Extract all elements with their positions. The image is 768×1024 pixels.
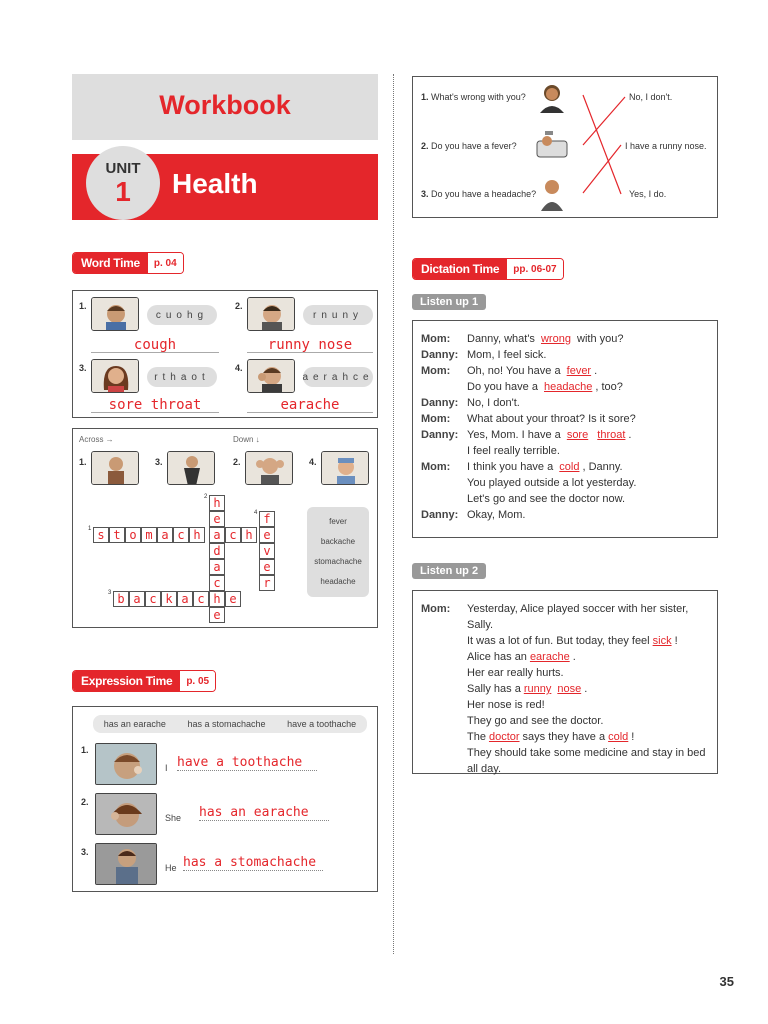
match-answer-1: No, I don't. — [629, 92, 673, 102]
crossword-cell: h — [209, 591, 225, 607]
scramble-2: rnuny — [303, 305, 373, 325]
word-time-tag — [72, 252, 184, 274]
matching-panel — [412, 76, 718, 218]
dictation-answer: fever — [566, 365, 592, 377]
expression-answer-3: has a stomachache — [183, 855, 323, 871]
photo-boy-earache — [247, 359, 295, 393]
dialogue-text: Yes, Mom. I have a sore throat . — [467, 429, 632, 441]
speaker — [421, 491, 467, 507]
word-answer-1: cough — [133, 337, 177, 353]
dialogue-line — [421, 459, 709, 475]
speaker — [421, 475, 467, 491]
dialogue-text: You played outside a lot yesterday. — [467, 477, 637, 489]
expression-number: 2. — [81, 797, 89, 807]
clue-number: 2. — [233, 457, 241, 467]
photo-girl-sore-throat — [91, 359, 139, 393]
column-divider — [393, 74, 394, 954]
expression-option: has a stomachache — [187, 719, 266, 729]
crossword-panel — [72, 428, 378, 628]
crossword-cell: k — [161, 591, 177, 607]
word-time-page: p. 04 — [148, 253, 183, 273]
scramble-3: rthaot — [147, 367, 217, 387]
narrative-line: They go and see the doctor. — [467, 715, 604, 727]
listen-up-1-label: Listen up 1 — [412, 294, 486, 310]
word-item-number: 1. — [79, 301, 87, 311]
unit-title: Health — [172, 168, 258, 199]
expression-subject: He — [165, 863, 177, 873]
expression-option: has an earache — [103, 719, 166, 729]
crossword-cell: e — [209, 607, 225, 623]
expression-number: 1. — [81, 745, 89, 755]
word-bank-item: headache — [320, 577, 356, 586]
crossword-cell: c — [173, 527, 189, 543]
scramble-4: aerahce — [303, 367, 373, 387]
expression-time-tag — [72, 670, 216, 692]
photo-boy-coughing — [91, 297, 139, 331]
word-answer-2: runny nose — [267, 337, 353, 353]
across-label: Across → — [79, 435, 114, 444]
listen-up-1-panel — [412, 320, 718, 538]
crossword-cell: c — [145, 591, 161, 607]
clue-number: 4. — [309, 457, 317, 467]
word-item-number: 2. — [235, 301, 243, 311]
word-answer-3: sore throat — [108, 397, 202, 413]
dialogue-line — [421, 331, 709, 347]
crossword-cell: r — [259, 575, 275, 591]
dialogue-line — [421, 395, 709, 411]
crossword-cell: a — [157, 527, 173, 543]
crossword-cell: a — [129, 591, 145, 607]
dictation-answer: runny — [523, 683, 552, 695]
dialogue-line — [421, 427, 709, 443]
narrative-line: Sally has a runny nose . — [467, 683, 588, 695]
dialogue-line — [421, 491, 709, 507]
expression-time-panel — [72, 706, 378, 892]
word-time-label: Word Time — [73, 253, 148, 273]
word-item-number: 4. — [235, 363, 243, 373]
dialogue-text: Mom, I feel sick. — [467, 349, 547, 361]
crossword-cell: c — [193, 591, 209, 607]
crossword-cell: s — [93, 527, 109, 543]
word-bank — [307, 507, 369, 597]
expression-answer-2: has an earache — [199, 805, 329, 821]
match-answer-3: Yes, I do. — [629, 189, 667, 199]
speaker: Mom: — [421, 461, 451, 473]
match-question-3: 3. Do you have a headache? — [421, 189, 537, 199]
page-number: 35 — [719, 974, 734, 989]
dictation-answer: doctor — [488, 731, 520, 743]
dictation-time-page: pp. 06-07 — [507, 259, 562, 279]
match-question-1: 1. What's wrong with you? — [421, 92, 526, 102]
narrative-line: They should take some medicine and stay in bed — [467, 747, 706, 759]
crossword-cell: e — [259, 559, 275, 575]
speaker: Danny: — [421, 397, 459, 409]
narrative-line: all day. — [467, 763, 502, 775]
word-bank-item: stomachache — [314, 557, 362, 566]
speaker: Danny: — [421, 429, 459, 441]
expression-subject: She — [165, 813, 182, 823]
dialogue-line — [421, 347, 709, 363]
crossword-cell: h — [241, 527, 257, 543]
expression-time-label: Expression Time — [73, 671, 180, 691]
dictation-answer: sore — [566, 429, 589, 441]
photo-stomachache — [95, 843, 157, 885]
match-question-2: 2. Do you have a fever? — [421, 141, 517, 151]
crossword-cell: t — [109, 527, 125, 543]
narrative-line: Yesterday, Alice played soccer with her sister, Sally. — [467, 603, 689, 631]
unit-number: 1 — [115, 176, 131, 207]
dialogue-text: No, I don't. — [467, 397, 520, 409]
workbook-title: Workbook — [159, 90, 291, 120]
expression-time-page: p. 05 — [180, 671, 215, 691]
dictation-answer: sick — [652, 635, 672, 647]
dictation-answer: cold — [559, 461, 580, 473]
listen-2-speaker: Mom: — [421, 603, 451, 615]
expression-options — [93, 715, 367, 733]
matching-lines — [581, 77, 631, 219]
listen-up-2-label: Listen up 2 — [412, 563, 486, 579]
dictation-time-label: Dictation Time — [413, 259, 507, 279]
dialogue-text: I feel really terrible. — [467, 445, 560, 457]
dictation-answer: cold — [608, 731, 629, 743]
dialogue-text: Do you have a headache , too? — [467, 381, 623, 393]
speaker — [421, 379, 467, 395]
dialogue-line — [421, 475, 709, 491]
expression-option: have a toothache — [287, 719, 357, 729]
narrative-line: It was a lot of fun. But today, they feel sick ! — [467, 635, 678, 647]
listen-up-2-panel — [412, 590, 718, 774]
dialogue-text: Okay, Mom. — [467, 509, 526, 521]
crossword-cell: h — [189, 527, 205, 543]
photo-boy-runny-nose — [247, 297, 295, 331]
grid-clue-number: 1 — [88, 526, 92, 532]
speaker: Mom: — [421, 333, 451, 345]
dialogue-line — [421, 363, 709, 379]
word-time-panel — [72, 290, 378, 418]
speaker — [421, 443, 467, 459]
narrative-line: Alice has an earache . — [467, 651, 576, 663]
dialogue-text: What about your throat? Is it sore? — [467, 413, 636, 425]
crossword-cell: e — [259, 527, 275, 543]
expression-number: 3. — [81, 847, 89, 857]
narrative-line: Her ear really hurts. — [467, 667, 564, 679]
unit-label: UNIT — [105, 160, 141, 177]
crossword-cell: a — [209, 527, 225, 543]
boy-headache-icon — [535, 177, 569, 211]
expression-subject: I — [165, 763, 168, 773]
grid-clue-number: 4 — [254, 510, 258, 516]
crossword-cell: m — [141, 527, 157, 543]
speaker: Mom: — [421, 365, 451, 377]
crossword-cell: d — [209, 543, 225, 559]
clue-number: 3. — [155, 457, 163, 467]
word-item-number: 3. — [79, 363, 87, 373]
girl-illustration-icon — [535, 81, 569, 113]
dialogue-line — [421, 411, 709, 427]
speaker: Danny: — [421, 349, 459, 361]
dialogue-text: Oh, no! You have a fever . — [467, 365, 598, 377]
dialogue-text: Danny, what's wrong with you? — [467, 333, 624, 345]
crossword-cell: c — [209, 575, 225, 591]
dialogue-text: Let's go and see the doctor now. — [467, 493, 626, 505]
dictation-answer: nose — [557, 683, 582, 695]
word-bank-item: fever — [329, 517, 347, 526]
clue-number: 1. — [79, 457, 87, 467]
crossword-cell: v — [259, 543, 275, 559]
dictation-answer: wrong — [540, 333, 571, 345]
expression-answer-1: have a toothache — [177, 755, 317, 771]
crossword-cell: e — [209, 511, 225, 527]
down-label: Down ↓ — [233, 435, 260, 444]
dictation-answer: earache — [529, 651, 570, 663]
dialogue-text: I think you have a cold , Danny. — [467, 461, 623, 473]
scramble-1: cuohg — [147, 305, 217, 325]
crossword-cell: e — [225, 591, 241, 607]
dialogue-line — [421, 379, 709, 395]
speaker: Mom: — [421, 413, 451, 425]
grid-clue-number: 3 — [108, 590, 112, 596]
narrative-line: The doctor says they have a cold ! — [467, 731, 635, 743]
listen-2-text — [467, 601, 709, 777]
crossword-cell: a — [209, 559, 225, 575]
crossword-cell: o — [125, 527, 141, 543]
speaker: Danny: — [421, 509, 459, 521]
match-answer-2: I have a runny nose. — [625, 141, 707, 151]
crossword-cell: a — [177, 591, 193, 607]
dialogue-line — [421, 507, 709, 523]
photo-toothache — [95, 743, 157, 785]
grid-clue-number: 2 — [204, 494, 208, 500]
sick-in-bed-icon — [535, 127, 569, 161]
word-bank-item: backache — [320, 537, 356, 546]
crossword-cell: b — [113, 591, 129, 607]
dictation-answer: throat — [597, 429, 626, 441]
narrative-line: Her nose is red! — [467, 699, 545, 711]
dialogue-line — [421, 443, 709, 459]
crossword-cell: h — [209, 495, 225, 511]
dictation-answer: headache — [544, 381, 593, 393]
crossword-cell: c — [225, 527, 241, 543]
dictation-time-tag — [412, 258, 564, 280]
photo-earache — [95, 793, 157, 835]
crossword-cell: f — [259, 511, 275, 527]
word-answer-4: earache — [280, 397, 340, 413]
